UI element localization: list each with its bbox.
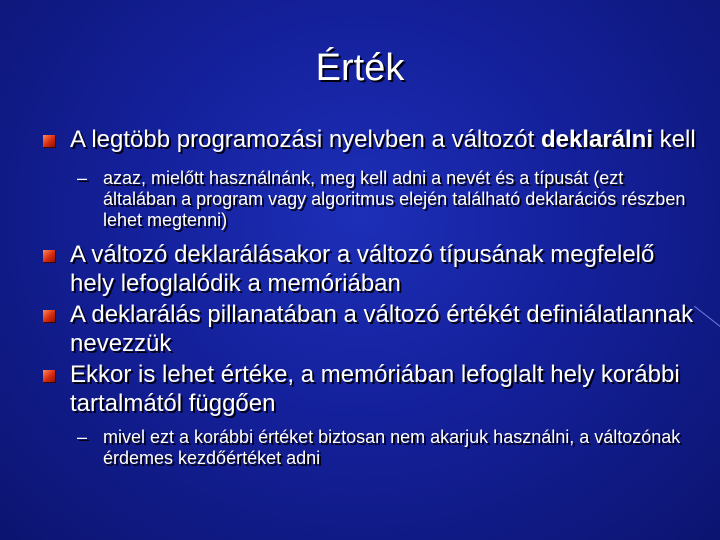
bullet-square-icon <box>43 370 55 382</box>
bullet-text: A deklarálás pillanatában a változó értékét definiálatlannak nevezzük <box>70 301 694 357</box>
bullet-item <box>40 360 700 418</box>
bullet-text: Ekkor is lehet értéke, a memóriában lefoglalt hely korábbi tartalmától függően <box>70 361 680 417</box>
bullet-text-pre: A legtöbb programozási nyelvben a változót <box>70 126 541 153</box>
bullet-square-icon <box>43 250 55 262</box>
sub-bullet-item <box>40 168 700 231</box>
sub-bullet-item <box>40 427 700 469</box>
sub-bullet-text: mivel ezt a korábbi értéket biztosan nem akarjuk használni, a változónak érdemes kezdőértéket adni <box>103 427 681 468</box>
sub-bullet-text: azaz, mielőtt használnánk, meg kell adni a nevét és a típusát (ezt általában a program vagy algoritmus elején található deklarációs részben lehet megtenni) <box>103 168 686 230</box>
slide-content <box>40 125 700 469</box>
bullet-text-post: kell <box>653 126 696 153</box>
dash-marker: – <box>77 168 88 188</box>
dash-marker: – <box>77 427 88 447</box>
bullet-square-icon <box>43 310 55 322</box>
bullet-square-icon <box>43 135 55 147</box>
bullet-item <box>40 300 700 358</box>
slide-title: Érték <box>315 47 405 89</box>
bullet-text: A változó deklarálásakor a változó típusának megfelelő hely lefoglalódik a memóriában <box>70 241 655 297</box>
bullet-item <box>40 125 700 154</box>
bullet-item <box>40 240 700 298</box>
bullet-text-emphasis: deklarálni <box>540 126 654 153</box>
